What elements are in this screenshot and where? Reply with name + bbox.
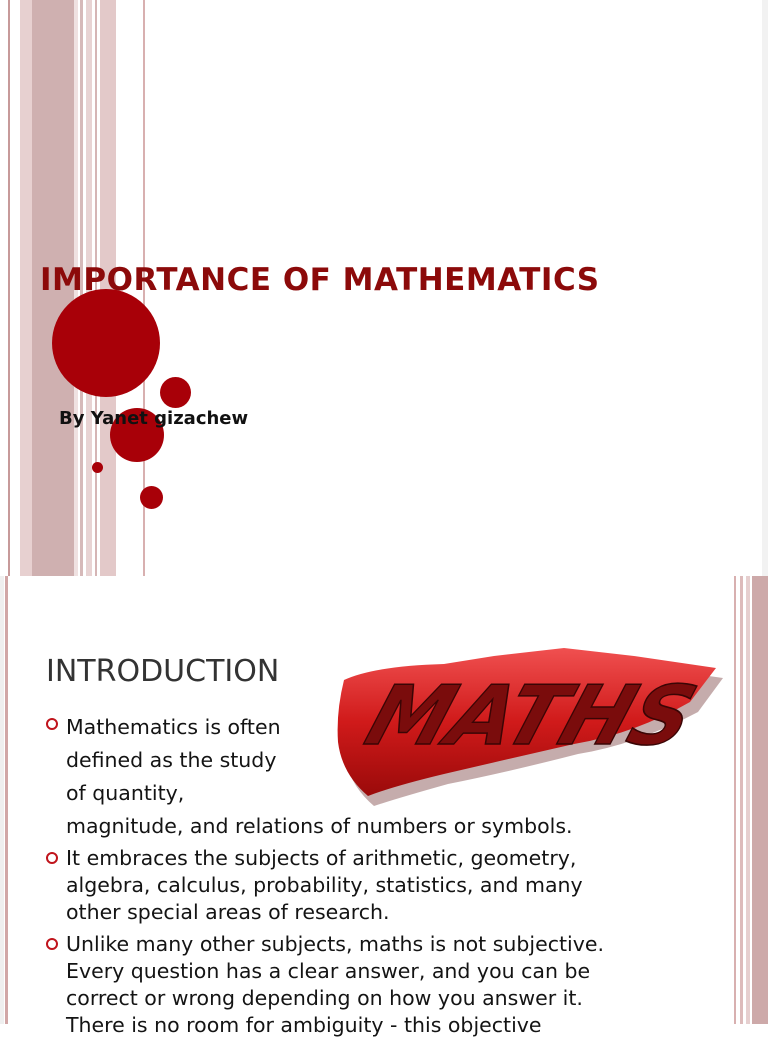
slide-title: IMPORTANCE OF MATHEMATICS [40,262,600,298]
decorative-stripe [746,576,750,1024]
slide-title: INTRODUCTION [46,654,280,689]
bullet-item [46,931,666,1039]
bullet-line: magnitude, and relations of numbers or symbols. [66,814,573,838]
bullet-circle-icon [46,938,58,950]
bullet-item [46,845,666,926]
decorative-stripe [8,0,10,576]
bullet-line: There is no room for ambiguity - this objective [66,1013,542,1037]
decorative-stripe [762,0,768,576]
bullet-line: It embraces the subjects of arithmetic, geometry, [66,846,577,870]
decorative-stripe [5,576,8,1024]
bullet-line: other special areas of research. [66,900,390,924]
decorative-circle-large [52,289,160,397]
bullet-line: Every question has a clear answer, and you can be [66,959,591,983]
bullet-line: of quantity, [66,781,185,805]
bullet-line: correct or wrong depending on how you answer it. [66,986,583,1010]
bullet-line: Mathematics is often [66,715,281,739]
decorative-stripe [740,576,743,1024]
bullet-line: defined as the study [66,748,277,772]
bullet-item [46,711,666,843]
slide-subtitle: By Yanet gizachew [59,408,249,429]
decorative-stripe [0,576,4,1024]
decorative-circle-tiny [92,462,103,473]
maths-wordart-text: MATHS [355,667,708,764]
decorative-circle-small [160,377,191,408]
decorative-stripe [752,576,768,1024]
bullet-circle-icon [46,852,58,864]
decorative-stripe [734,576,736,1024]
bullet-circle-icon [46,718,58,730]
bullet-line: algebra, calculus, probability, statistics, and many [66,873,583,897]
bullet-line: Unlike many other subjects, maths is not subjective. [66,932,604,956]
decorative-circle-small [140,486,163,509]
decorative-stripe [20,0,32,576]
